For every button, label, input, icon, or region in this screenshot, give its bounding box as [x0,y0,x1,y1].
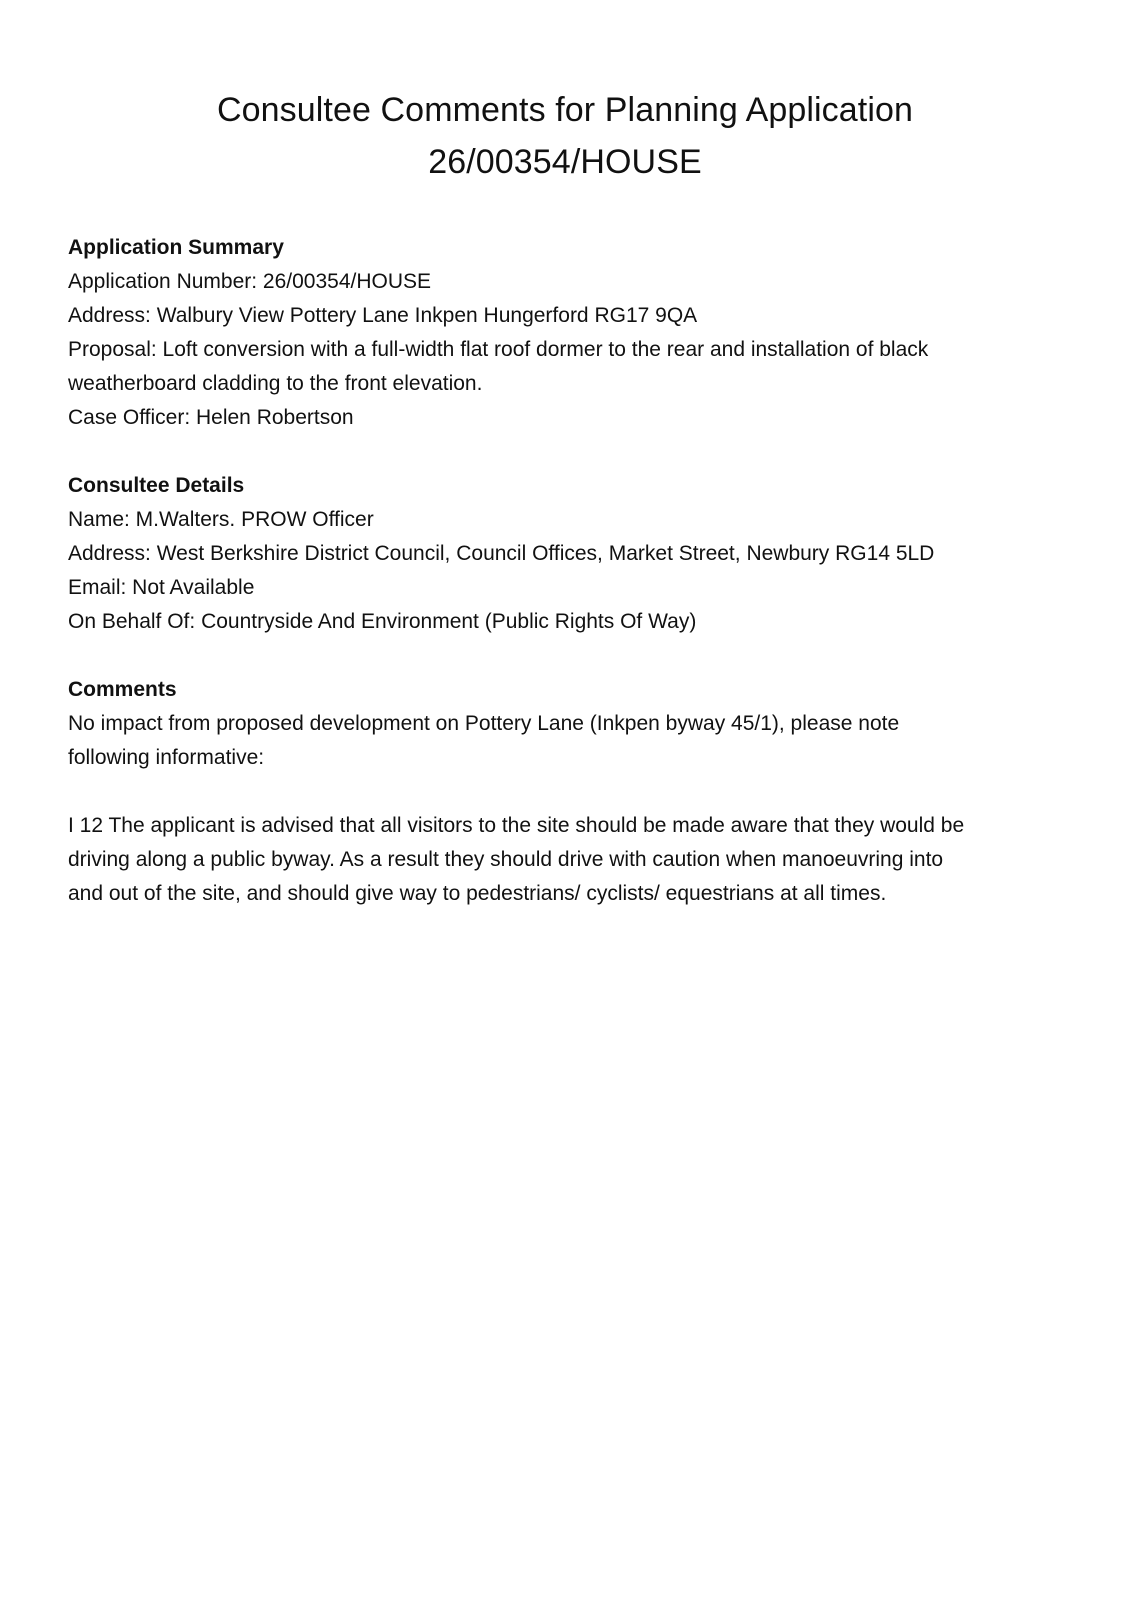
page-title [0,84,1130,188]
consultee-details-heading: Consultee Details [68,474,245,497]
application-address: Address: Walbury View Pottery Lane Inkpen Hungerford RG17 9QA [68,304,698,327]
comment-paragraph-2-line-1: I 12 The applicant is advised that all visitors to the site should be made aware that they would be [68,814,965,837]
comment-paragraph-1-line-1: No impact from proposed development on Pottery Lane (Inkpen byway 45/1), please note [68,712,900,735]
case-officer: Case Officer: Helen Robertson [68,406,354,429]
paragraph-spacer [68,775,1058,809]
consultee-email: Email: Not Available [68,576,255,599]
consultee-address: Address: West Berkshire District Council, Council Offices, Market Street, Newbury RG14 5LD [68,542,935,565]
comment-paragraph-2-line-3: and out of the site, and should give way to pedestrians/ cyclists/ equestrians at all times. [68,882,887,905]
comments-heading: Comments [68,678,177,701]
application-summary-section [68,231,1058,435]
proposal-line-2: weatherboard cladding to the front elevation. [68,372,483,395]
application-number: Application Number: 26/00354/HOUSE [68,270,432,293]
consultee-name: Name: M.Walters. PROW Officer [68,508,374,531]
comment-paragraph-1-line-2: following informative: [68,746,265,769]
proposal-line-1: Proposal: Loft conversion with a full-width flat roof dormer to the rear and installation of black [68,338,929,361]
consultee-details-section [68,469,1058,639]
comment-paragraph-2-line-2: driving along a public byway. As a result they should drive with caution when manoeuvring into [68,848,944,871]
section-spacer [68,435,1058,469]
page-title-line-1: Consultee Comments for Planning Application [216,91,914,129]
comments-section [68,673,1058,911]
document-body [68,231,1058,911]
page-title-line-2: 26/00354/HOUSE [428,143,702,181]
consultee-on-behalf-of: On Behalf Of: Countryside And Environment (Public Rights Of Way) [68,610,697,633]
section-spacer [68,639,1058,673]
application-summary-heading: Application Summary [68,236,284,259]
